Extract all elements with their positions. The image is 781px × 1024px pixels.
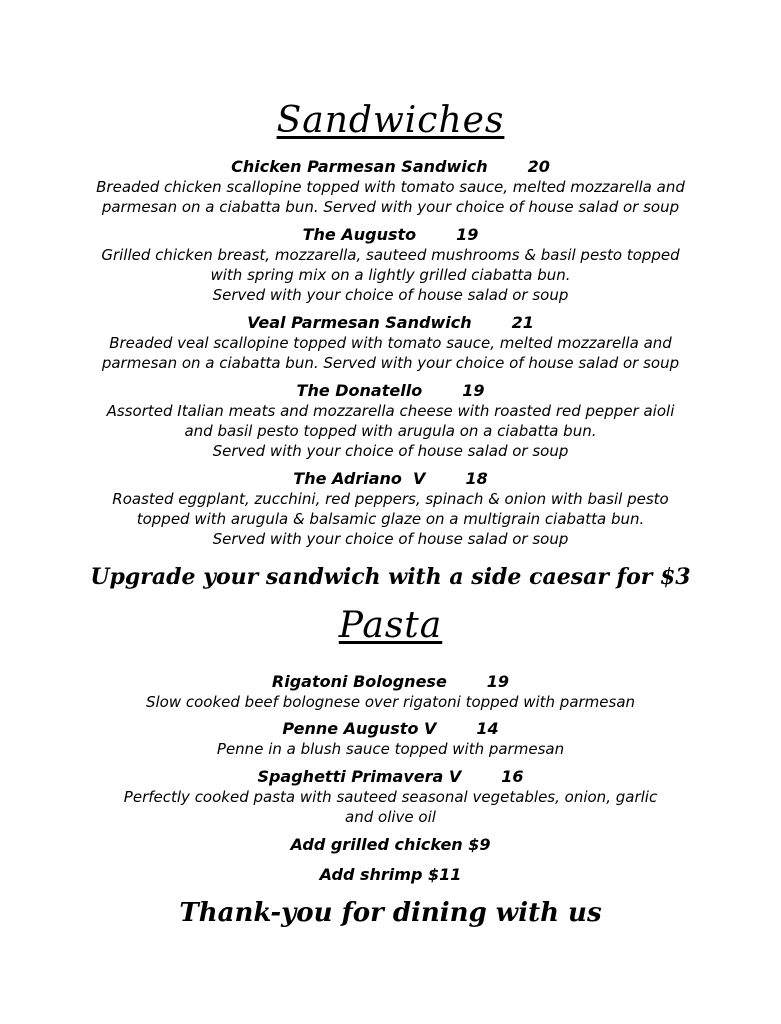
item-description: Penne in a blush sauce topped with parmesan bbox=[216, 740, 565, 758]
item-description: Assorted Italian meats and mozzarella cheese with roasted red pepper aioli and basil pesto topped with arugula on a ciabatta bun. Served with your choice of house salad or soup bbox=[106, 402, 675, 460]
item-name: Chicken Parmesan Sandwich bbox=[231, 157, 488, 176]
menu-item bbox=[0, 381, 781, 461]
item-name: The Donatello bbox=[296, 381, 423, 400]
menu-item bbox=[0, 469, 781, 549]
item-description: Perfectly cooked pasta with sauteed seasonal vegetables, onion, garlic and olive oil bbox=[123, 788, 658, 826]
item-price: 19 bbox=[462, 381, 485, 400]
addon-shrimp: Add shrimp $11 bbox=[319, 865, 462, 884]
item-price: 16 bbox=[501, 767, 524, 786]
sandwiches-heading: Sandwiches bbox=[276, 100, 505, 141]
item-name: Penne Augusto V bbox=[282, 719, 437, 738]
item-description: Breaded veal scallopine topped with tomato sauce, melted mozzarella and parmesan on a ciabatta bun. Served with your choice of house salad or soup bbox=[101, 334, 680, 372]
upgrade-note: Upgrade your sandwich with a side caesar for $3 bbox=[90, 564, 691, 590]
menu-item bbox=[0, 767, 781, 827]
item-description: Roasted eggplant, zucchini, red peppers, spinach & onion with basil pesto topped with arugula & balsamic glaze on a multigrain ciabatta bun. Served with your choice of house salad or soup bbox=[112, 490, 669, 548]
item-description: Grilled chicken breast, mozzarella, sauteed mushrooms & basil pesto topped with spring mix on a lightly grilled ciabatta bun. Served with your choice of house salad or soup bbox=[101, 246, 680, 304]
item-name: The Augusto bbox=[302, 225, 417, 244]
item-name: Spaghetti Primavera V bbox=[257, 767, 462, 786]
menu-item bbox=[0, 672, 781, 712]
item-price: 18 bbox=[465, 469, 488, 488]
item-description: Breaded chicken scallopine topped with tomato sauce, melted mozzarella and parmesan on a ciabatta bun. Served with your choice of house salad or soup bbox=[96, 178, 685, 216]
menu-item bbox=[0, 313, 781, 373]
pasta-heading: Pasta bbox=[338, 605, 443, 646]
item-name: Rigatoni Bolognese bbox=[271, 672, 447, 691]
item-price: 20 bbox=[527, 157, 550, 176]
item-price: 14 bbox=[476, 719, 499, 738]
item-description: Slow cooked beef bolognese over rigatoni topped with parmesan bbox=[145, 693, 636, 711]
item-price: 19 bbox=[486, 672, 510, 691]
menu-item bbox=[0, 157, 781, 217]
addon-chicken: Add grilled chicken $9 bbox=[290, 835, 491, 854]
menu-item bbox=[0, 225, 781, 305]
item-name: Veal Parmesan Sandwich bbox=[247, 313, 472, 332]
menu-item bbox=[0, 719, 781, 759]
item-price: 19 bbox=[456, 225, 479, 244]
item-name: The Adriano V bbox=[293, 469, 426, 488]
item-price: 21 bbox=[511, 313, 534, 332]
closing-message: Thank-you for dining with us bbox=[179, 898, 602, 928]
